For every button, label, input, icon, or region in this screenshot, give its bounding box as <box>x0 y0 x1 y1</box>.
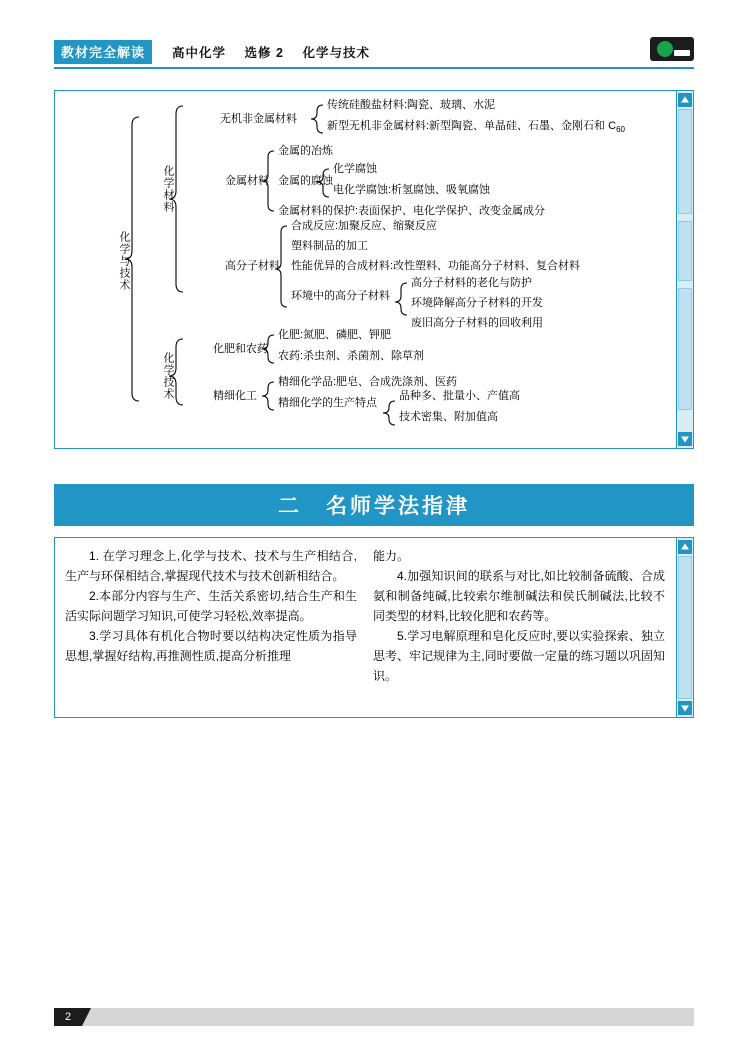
scroll-up-icon[interactable] <box>678 93 692 107</box>
node-metal: 金属材料 <box>225 175 269 187</box>
node-metal-smelting: 金属的冶炼 <box>278 145 333 157</box>
scroll-thumb-top[interactable] <box>678 109 692 214</box>
node-metal-corrosion-chemical: 化学腐蚀 <box>333 163 377 175</box>
study-guide-scrollbar[interactable] <box>676 538 693 717</box>
node-inorganic-new <box>327 119 625 137</box>
page-number: 2 <box>54 1008 82 1026</box>
node-fine-features: 精细化学的生产特点 <box>278 397 377 409</box>
node-inorganic-traditional: 传统硅酸盐材料:陶瓷、玻璃、水泥 <box>327 99 496 111</box>
node-fine-products: 精细化学品:肥皂、合成洗涤剂、医药 <box>278 376 458 388</box>
paragraph-5: 5.学习电解原理和皂化反应时,要以实验探索、独立思考、牢记规律为主,同时要做一定量的练习题以巩固知识。 <box>373 629 665 683</box>
page-header <box>54 40 694 66</box>
publisher-logo-icon <box>650 37 694 61</box>
guide-scroll-up-icon[interactable] <box>678 540 692 554</box>
mindmap-branch-materials: 化学材料 <box>162 165 174 213</box>
node-inorganic-new-text: 新型无机非金属材料:新型陶瓷、单晶硅、石墨、金刚石和 C <box>327 120 617 132</box>
mindmap-panel <box>54 90 694 449</box>
paragraph-3: 3.学习具体有机化合物时要以结构决定性质为指导思想,掌握好结构,再推测性质,提高分析推理 <box>65 629 357 663</box>
paragraph-3-continued: 能力。 <box>373 549 410 563</box>
scroll-thumb-bottom[interactable] <box>678 288 692 410</box>
scroll-thumb-middle[interactable] <box>678 221 692 281</box>
node-polymer: 高分子材料 <box>225 260 280 272</box>
section-title-bar <box>54 484 694 526</box>
node-inorganic: 无机非金属材料 <box>220 113 297 125</box>
node-polymer-environment: 环境中的高分子材料 <box>291 290 390 302</box>
paragraph-2: 2.本部分内容与生产、生活关系密切,结合生产和生活实际问题学习知识,可使学习轻松,效率提高。 <box>65 589 357 623</box>
study-guide-right-column <box>373 546 665 711</box>
node-polymer-processing: 塑料制品的加工 <box>291 240 368 252</box>
node-polymer-synthesis: 合成反应:加聚反应、缩聚反应 <box>291 220 438 232</box>
section-title-text: 名师学法指津 <box>326 495 470 518</box>
study-guide-left-column <box>65 546 357 711</box>
header-subtitle <box>172 43 384 61</box>
mindmap-scrollbar[interactable] <box>676 91 693 448</box>
node-pesticide-types: 农药:杀虫剂、杀菌剂、除草剂 <box>278 350 425 362</box>
node-polymer-aging: 高分子材料的老化与防护 <box>411 277 532 289</box>
node-metal-corrosion: 金属的腐蚀 <box>278 175 333 187</box>
node-polymer-degradable: 环境降解高分子材料的开发 <box>411 297 543 309</box>
section-number: 二 <box>278 495 302 518</box>
paragraph-4: 4.加强知识间的联系与对比,如比较制备硫酸、合成氨和制备纯碱,比较索尔维制碱法和侯氏制碱法,比较不同类型的材料,比较化肥和农药等。 <box>373 569 665 623</box>
mindmap-branch-technology: 化学技术 <box>162 352 174 400</box>
node-polymer-performance: 性能优异的合成材料:改性塑料、功能高分子材料、复合材料 <box>291 260 581 272</box>
header-item-subject: 高中化学 <box>172 46 227 60</box>
guide-scroll-thumb[interactable] <box>678 556 692 699</box>
mindmap-canvas <box>55 91 678 448</box>
node-metal-protection: 金属材料的保护:表面保护、电化学保护、改变金属成分 <box>278 205 546 217</box>
header-item-topic: 化学与技术 <box>302 46 370 60</box>
mindmap-root-label: 化学与技术 <box>118 231 130 291</box>
guide-scroll-down-icon[interactable] <box>678 701 692 715</box>
node-fertilizer: 化肥和农药 <box>213 343 268 355</box>
footer-bar <box>54 1008 694 1026</box>
node-inorganic-new-sub: 60 <box>616 125 625 135</box>
node-fertilizer-types: 化肥:氮肥、磷肥、钾肥 <box>278 329 392 341</box>
header-item-volume: 选修 2 <box>244 46 284 60</box>
study-guide-panel <box>54 537 694 718</box>
logo-dot <box>657 41 673 57</box>
node-polymer-recycle: 废旧高分子材料的回收利用 <box>411 317 543 329</box>
study-guide-columns <box>65 546 665 711</box>
logo-bar <box>674 50 690 56</box>
node-fine-chemicals: 精细化工 <box>213 390 257 402</box>
header-brand-tag: 教材完全解读 <box>54 40 152 64</box>
node-fine-features-a: 品种多、批量小、产值高 <box>399 390 520 402</box>
node-fine-features-b: 技术密集、附加值高 <box>399 411 498 423</box>
paragraph-1: 1. 在学习理念上,化学与技术、技术与生产相结合,生产与环保相结合,掌握现代技术与技术创新相结合。 <box>65 549 357 583</box>
footer-triangle <box>82 1008 91 1026</box>
header-divider <box>54 67 694 69</box>
node-metal-corrosion-electro: 电化学腐蚀:析氢腐蚀、吸氧腐蚀 <box>333 184 491 196</box>
scroll-down-icon[interactable] <box>678 432 692 446</box>
